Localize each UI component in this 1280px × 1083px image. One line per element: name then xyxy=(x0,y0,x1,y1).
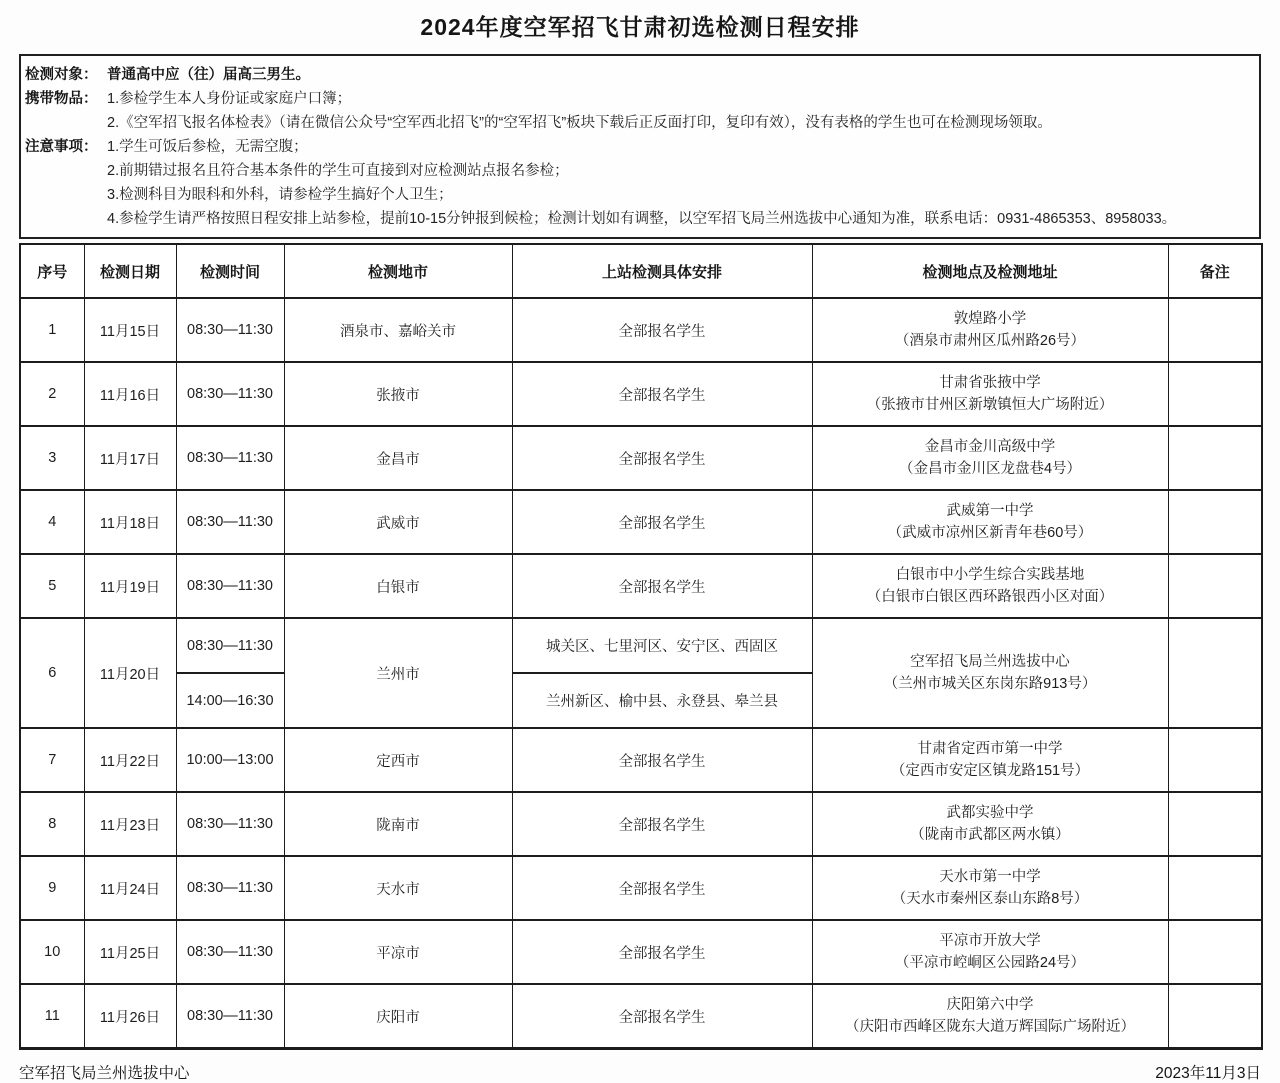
cell-date: 11月20日 xyxy=(84,618,176,728)
header-note: 备注 xyxy=(1168,244,1262,298)
cell-city: 平凉市 xyxy=(284,920,512,984)
cell-no: 4 xyxy=(20,490,84,554)
table-row xyxy=(20,792,1262,856)
note-item-1: 1.参检学生本人身份证或家庭户口簿； xyxy=(107,91,352,107)
header-city: 检测地市 xyxy=(284,244,512,298)
footer-date: 2023年11月3日 xyxy=(1155,1065,1261,1082)
cell-no: 6 xyxy=(20,618,84,728)
cell-date: 11月25日 xyxy=(84,920,176,984)
cell-date: 11月17日 xyxy=(84,426,176,490)
cell-date: 11月16日 xyxy=(84,362,176,426)
site-address: （酒泉市肃州区瓜州路26号） xyxy=(894,333,1086,349)
table-row xyxy=(20,920,1262,984)
site-address: （白银市白银区西环路银西小区对面） xyxy=(866,589,1114,605)
cell-arrangement: 全部报名学生 xyxy=(512,490,812,554)
cell-city: 陇南市 xyxy=(284,792,512,856)
cell-arrangement: 全部报名学生 xyxy=(512,984,812,1049)
header-no: 序号 xyxy=(20,244,84,298)
cell-arrangement: 全部报名学生 xyxy=(512,554,812,618)
table-row xyxy=(20,984,1262,1049)
cell-time: 08:30—11:30 xyxy=(176,920,284,984)
site-name: 天水市第一中学 xyxy=(939,869,1041,885)
note-target-text: 普通高中应（往）届高三男生。 xyxy=(107,67,310,83)
cell-city: 天水市 xyxy=(284,856,512,920)
cell-address xyxy=(812,618,1168,728)
table-row xyxy=(20,490,1262,554)
cell-date: 11月26日 xyxy=(84,984,176,1049)
note-label-spacer xyxy=(25,159,107,183)
cell-address xyxy=(812,554,1168,618)
note-row-attn-4 xyxy=(25,207,1251,231)
cell-address xyxy=(812,728,1168,792)
notes-box xyxy=(19,54,1261,239)
cell-address xyxy=(812,920,1168,984)
note-label-spacer xyxy=(25,111,107,135)
header-time: 检测时间 xyxy=(176,244,284,298)
cell-note xyxy=(1168,856,1262,920)
table-row xyxy=(20,856,1262,920)
cell-date: 11月24日 xyxy=(84,856,176,920)
cell-note xyxy=(1168,490,1262,554)
note-label-items: 携带物品： xyxy=(25,91,98,107)
page-footer xyxy=(19,1061,1261,1083)
cell-no: 5 xyxy=(20,554,84,618)
cell-time: 08:30—11:30 xyxy=(176,984,284,1049)
cell-no: 9 xyxy=(20,856,84,920)
site-address: （金昌市金川区龙盘巷4号） xyxy=(898,461,1082,477)
cell-address xyxy=(812,856,1168,920)
footer-organization: 空军招飞局兰州选拔中心 xyxy=(19,1065,190,1082)
table-row xyxy=(20,554,1262,618)
cell-time: 08:30—11:30 xyxy=(176,426,284,490)
cell-arrangement: 全部报名学生 xyxy=(512,298,812,362)
cell-arrangement: 全部报名学生 xyxy=(512,728,812,792)
cell-no: 3 xyxy=(20,426,84,490)
cell-note xyxy=(1168,298,1262,362)
note-row-items-1 xyxy=(25,87,1251,111)
site-address: （兰州市城关区东岗东路913号） xyxy=(883,676,1097,692)
cell-note xyxy=(1168,728,1262,792)
site-name: 平凉市开放大学 xyxy=(939,933,1041,949)
cell-no: 1 xyxy=(20,298,84,362)
table-row xyxy=(20,426,1262,490)
note-attn-3: 3.检测科目为眼科和外科，请参检学生搞好个人卫生； xyxy=(107,187,453,203)
cell-address xyxy=(812,490,1168,554)
cell-city: 定西市 xyxy=(284,728,512,792)
table-row xyxy=(20,728,1262,792)
cell-arrangement: 全部报名学生 xyxy=(512,362,812,426)
note-label-spacer xyxy=(25,183,107,207)
cell-city: 酒泉市、嘉峪关市 xyxy=(284,298,512,362)
cell-city: 张掖市 xyxy=(284,362,512,426)
cell-city: 兰州市 xyxy=(284,618,512,728)
note-row-attn-2 xyxy=(25,159,1251,183)
cell-city: 武威市 xyxy=(284,490,512,554)
cell-date: 11月22日 xyxy=(84,728,176,792)
cell-city: 金昌市 xyxy=(284,426,512,490)
cell-time: 08:30—11:30 xyxy=(176,856,284,920)
note-row-attn-1 xyxy=(25,135,1251,159)
table-row-lanzhou-morning xyxy=(20,618,1262,673)
site-name: 敦煌路小学 xyxy=(953,311,1027,327)
note-attn-2: 2.前期错过报名且符合基本条件的学生可直接到对应检测站点报名参检； xyxy=(107,163,569,179)
cell-note xyxy=(1168,984,1262,1049)
cell-note xyxy=(1168,426,1262,490)
cell-time: 14:00—16:30 xyxy=(176,673,284,728)
cell-time: 08:30—11:30 xyxy=(176,298,284,362)
note-label-spacer xyxy=(25,207,107,231)
cell-arrangement: 兰州新区、榆中县、永登县、皋兰县 xyxy=(512,673,812,728)
cell-time: 08:30—11:30 xyxy=(176,362,284,426)
site-name: 武威第一中学 xyxy=(946,503,1034,519)
schedule-table xyxy=(19,243,1263,1050)
cell-no: 2 xyxy=(20,362,84,426)
cell-city: 白银市 xyxy=(284,554,512,618)
note-attn-4: 4.参检学生请严格按照日程安排上站参检，提前10-15分钟报到候检；检测计划如有调整，以空军招飞局兰州选拔中心通知为准，联系电话：0931-4865353、8958033。 xyxy=(107,211,1177,227)
table-header-row xyxy=(20,244,1262,298)
site-name: 甘肃省张掖中学 xyxy=(939,375,1041,391)
note-label-attention: 注意事项： xyxy=(25,139,98,155)
cell-arrangement: 全部报名学生 xyxy=(512,792,812,856)
cell-note xyxy=(1168,362,1262,426)
cell-time: 10:00—13:00 xyxy=(176,728,284,792)
cell-note xyxy=(1168,618,1262,728)
site-address: （武威市凉州区新青年巷60号） xyxy=(887,525,1093,541)
header-address: 检测地点及检测地址 xyxy=(812,244,1168,298)
cell-address xyxy=(812,426,1168,490)
cell-address xyxy=(812,792,1168,856)
site-address: （平凉市崆峒区公园路24号） xyxy=(894,955,1086,971)
header-date: 检测日期 xyxy=(84,244,176,298)
cell-date: 11月18日 xyxy=(84,490,176,554)
note-label-target: 检测对象： xyxy=(25,67,98,83)
cell-arrangement: 全部报名学生 xyxy=(512,426,812,490)
cell-note xyxy=(1168,554,1262,618)
cell-address xyxy=(812,362,1168,426)
site-address: （张掖市甘州区新墩镇恒大广场附近） xyxy=(866,397,1114,413)
cell-note xyxy=(1168,792,1262,856)
cell-address xyxy=(812,984,1168,1049)
note-row-attn-3 xyxy=(25,183,1251,207)
cell-date: 11月19日 xyxy=(84,554,176,618)
site-address: （庆阳市西峰区陇东大道万辉国际广场附近） xyxy=(845,1019,1135,1035)
cell-time: 08:30—11:30 xyxy=(176,554,284,618)
cell-arrangement: 全部报名学生 xyxy=(512,920,812,984)
site-name: 庆阳第六中学 xyxy=(946,997,1034,1013)
cell-note xyxy=(1168,920,1262,984)
cell-time: 08:30—11:30 xyxy=(176,792,284,856)
table-row xyxy=(20,298,1262,362)
cell-arrangement: 城关区、七里河区、安宁区、西固区 xyxy=(512,618,812,673)
site-name: 武都实验中学 xyxy=(946,805,1034,821)
site-name: 白银市中小学生综合实践基地 xyxy=(895,567,1085,583)
note-row-items-2 xyxy=(25,111,1251,135)
cell-time: 08:30—11:30 xyxy=(176,618,284,673)
note-item-2: 2.《空军招飞报名体检表》（请在微信公众号“空军西北招飞”的“空军招飞”板块下载后正反面打印，复印有效），没有表格的学生也可在检测现场领取。 xyxy=(107,115,1052,131)
cell-arrangement: 全部报名学生 xyxy=(512,856,812,920)
site-name: 空军招飞局兰州选拔中心 xyxy=(910,654,1070,670)
note-attn-1: 1.学生可饭后参检，无需空腹； xyxy=(107,139,308,155)
cell-no: 10 xyxy=(20,920,84,984)
cell-date: 11月15日 xyxy=(84,298,176,362)
table-row xyxy=(20,362,1262,426)
site-address: （陇南市武都区两水镇） xyxy=(910,827,1070,843)
cell-no: 8 xyxy=(20,792,84,856)
cell-no: 11 xyxy=(20,984,84,1049)
cell-address xyxy=(812,298,1168,362)
cell-time: 08:30—11:30 xyxy=(176,490,284,554)
header-arrangement: 上站检测具体安排 xyxy=(512,244,812,298)
site-name: 甘肃省定西市第一中学 xyxy=(917,741,1063,757)
site-address: （定西市安定区镇龙路151号） xyxy=(890,763,1090,779)
note-row-target xyxy=(25,63,1251,87)
page-title: 2024年度空军招飞甘肃初选检测日程安排 xyxy=(420,14,860,40)
cell-city: 庆阳市 xyxy=(284,984,512,1049)
cell-date: 11月23日 xyxy=(84,792,176,856)
site-address: （天水市秦州区泰山东路8号） xyxy=(891,891,1089,907)
site-name: 金昌市金川高级中学 xyxy=(924,439,1056,455)
cell-no: 7 xyxy=(20,728,84,792)
